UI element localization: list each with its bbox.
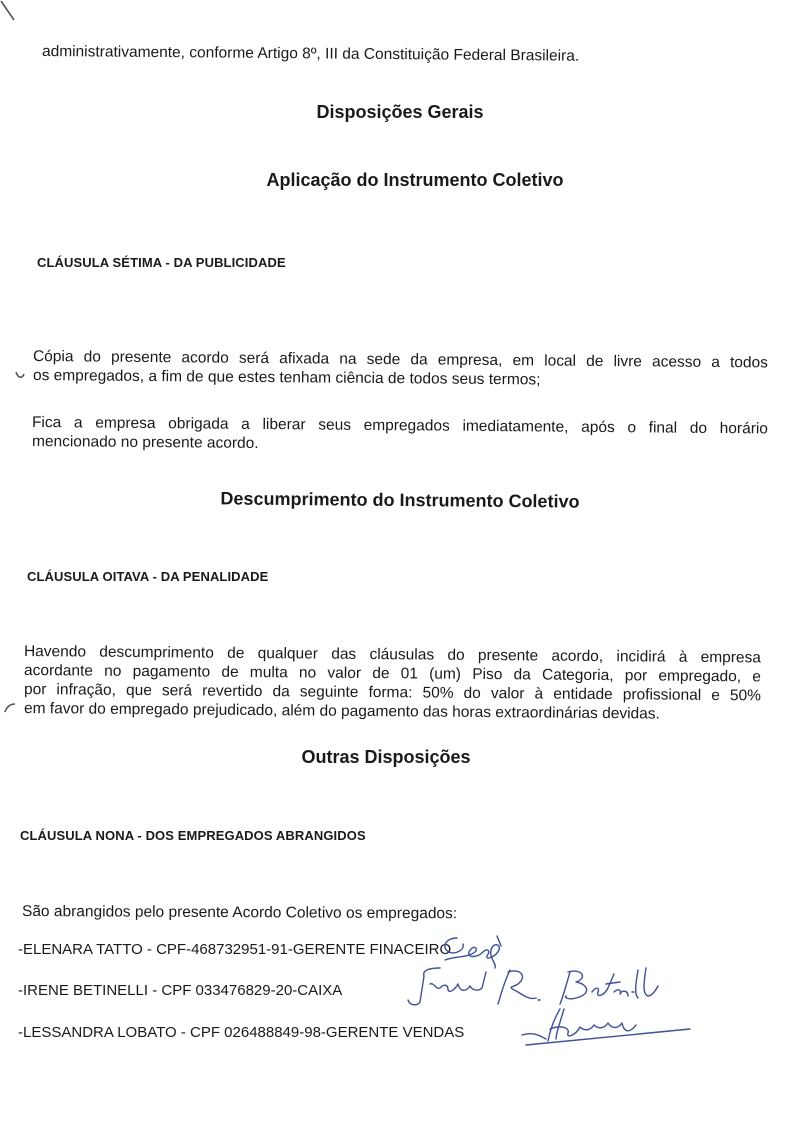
heading-general: Disposições Gerais: [316, 102, 484, 122]
clause-8-line1: Havendo descumprimento de qualquer das cláusulas do presente acordo, incidirá à empresa: [23, 643, 762, 667]
clause-7-title: CLÁUSULA SÉTIMA - DA PUBLICIDADE: [37, 255, 286, 270]
employee-line: -IRENE BETINELLI - CPF 033476829-20-CAIXA: [18, 982, 343, 999]
signature-irene: [400, 962, 660, 1010]
heading-breach: Descumprimento do Instrumento Coletivo: [220, 488, 580, 512]
clause-8-line4: em favor do empregado prejudicado, além do pagamento das horas extraordinárias devidas.: [23, 700, 660, 723]
clause-8-line3: por infração, que será revertido da seguinte forma: 50% do valor à entidade profissional e 50%: [23, 681, 762, 705]
clause-8-title: CLÁUSULA OITAVA - DA PENALIDADE: [27, 569, 269, 584]
clause-9-title: CLÁUSULA NONA - DOS EMPREGADOS ABRANGIDOS: [20, 828, 366, 843]
margin-hole-mark: [3, 700, 17, 716]
margin-hole-mark: [14, 368, 26, 382]
signature-lessandra: [520, 1005, 695, 1047]
clause-7-p2-line2: mencionado no presente acordo.: [31, 433, 259, 452]
heading-other: Outras Disposições: [301, 747, 471, 767]
clause-9-intro: São abrangidos pelo presente Acordo Coletivo os empregados:: [21, 903, 458, 923]
clause-8-line2: acordante no pagamento de multa no valor de 01 (um) Piso da Categoria, por empregado, e: [23, 662, 762, 686]
scan-corner-mark: [0, 0, 20, 22]
clause-7-p1-line1: Cópia do presente acordo será afixada na sede da empresa, em local de livre acesso a todos: [32, 348, 769, 372]
employee-line: -ELENARA TATTO - CPF-468732951-91-GERENTE FINACEIRO: [18, 941, 452, 958]
clause-7-p1-line2: os empregados, a fim de que estes tenham ciência de todos seus termos;: [32, 367, 541, 389]
employee-line: -LESSANDRA LOBATO - CPF 026488849-98-GERENTE VENDAS: [18, 1024, 465, 1041]
heading-application: Aplicação do Instrumento Coletivo: [266, 170, 564, 190]
clause-7-p2-line1: Fica a empresa obrigada a liberar seus empregados imediatamente, após o final do horário: [31, 414, 769, 438]
intro-line: administrativamente, conforme Artigo 8º, III da Constituição Federal Brasileira.: [41, 43, 580, 65]
